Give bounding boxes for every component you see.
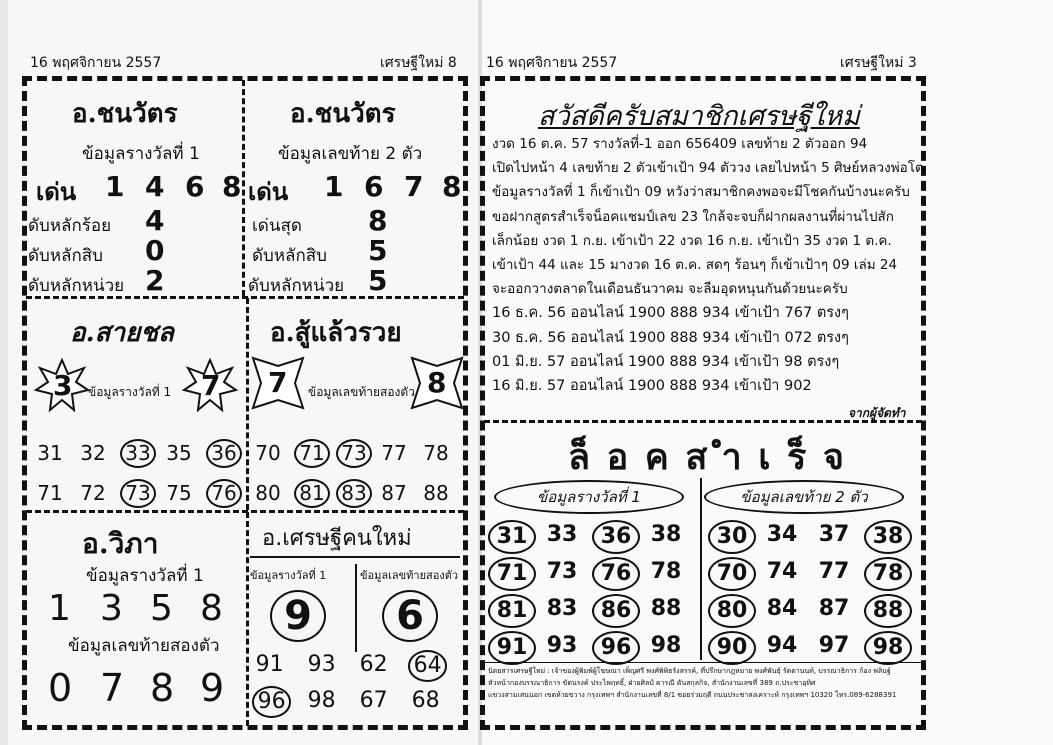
number-cell: 81 <box>294 479 330 508</box>
box6-big2: 6 <box>382 590 438 642</box>
box5-number: 8 <box>200 588 223 629</box>
box2-row-value: 5 <box>368 234 388 267</box>
lock-number: 31 <box>488 520 536 554</box>
number-cell: 64 <box>408 650 447 682</box>
box2-play-num: 1 <box>324 170 344 203</box>
box4-star-left-value: 7 <box>268 366 288 399</box>
box6-col2-label: ข้อมูลเลขท้ายสองตัว <box>360 569 459 582</box>
box1-play-num: 1 <box>105 170 125 203</box>
box2-row-label: ดับหลักหน่วย <box>248 276 345 296</box>
box6-big1: 9 <box>270 590 326 642</box>
lock-number: 38 <box>650 522 682 547</box>
lock-number: 37 <box>818 522 850 547</box>
lock-number: 86 <box>592 594 640 628</box>
number-cell: 36 <box>206 439 242 468</box>
box2-row-label: เด่นสุด <box>252 216 302 236</box>
paragraph-line: 01 มิ.ย. 57 ออนไลน์ 1900 888 934 เข้าเป้า 98 ตรงๆ <box>492 353 840 370</box>
lock-number: 78 <box>650 559 682 584</box>
lock-number: 78 <box>864 557 912 591</box>
box6-col1-label: ข้อมูลรางวัลที่ 1 <box>250 569 327 582</box>
box1-title: อ.ชนวัตร <box>72 99 178 129</box>
box1-play-num: 4 <box>145 170 165 203</box>
box2-row-value: 5 <box>368 264 388 297</box>
box2-play-num: 6 <box>364 170 384 203</box>
footer-line: หัวหน้ากองบรรณาธิการ ขัตนรงค์ ประไพฤทธิ์, ฝ่ายศิลป์ ดารณี ตันสกุลกิจ, สำนักงานเลขที่ 389 ถ.ประชาอุทิศ <box>488 679 816 687</box>
number-cell: 73 <box>336 439 372 468</box>
number-cell: 68 <box>411 688 440 713</box>
lock-number: 77 <box>818 559 850 584</box>
lock-left-label: ข้อมูลรางวัลที่ 1 <box>494 480 684 514</box>
number-cell: 96 <box>252 686 291 718</box>
box5-number: 7 <box>100 666 125 710</box>
box2-play-num: 8 <box>442 170 462 203</box>
paragraph-line: เปิดไปหน้า 4 เลขท้าย 2 ตัวเข้าเป้า 94 ตัววง เลยไปหน้า 5 ศิษย์หลวงพ่อโต <box>492 160 924 177</box>
box5-title: อ.วิภา <box>82 527 159 560</box>
box5-number: 3 <box>100 588 123 629</box>
paragraph-line: 16 ธ.ค. 56 ออนไลน์ 1900 888 934 เข้าเป้า 767 ตรงๆ <box>492 305 849 322</box>
paragraph-line: งวด 16 ต.ค. 57 รางวัลที่-1 ออก 656409 เลขท้าย 2 ตัวออก 94 <box>492 136 868 152</box>
signoff: จากผู้จัดทำ <box>848 406 906 420</box>
lock-number: 33 <box>546 522 578 547</box>
footer-rule <box>484 662 922 663</box>
box1-row-value: 0 <box>145 234 165 267</box>
box3-star-right-value: 7 <box>201 369 221 402</box>
paragraph-line: จะออกวางตลาดในเดือนธันวาคม จะลืมอุดหนุนกันด้วยนะครับ <box>492 281 848 298</box>
left-divider-bot <box>246 512 249 726</box>
number-cell: 78 <box>423 441 449 465</box>
lock-number: 71 <box>488 557 536 591</box>
footer-line: แขวงสามเสนนอก เขตห้วยขวาง กรุงเทพฯ สำนักงานเลขที่ 8/1 ซอยร่วมฤดี ถนนประชาสงเคราะห์ กรุงเทพฯ 10320 โทร.089-6288391 <box>488 691 897 699</box>
right-divider-h <box>484 420 922 423</box>
number-cell: 87 <box>381 481 407 505</box>
left-divider-mid <box>246 298 249 510</box>
box1-row-label: ดับหลักสิบ <box>28 246 103 266</box>
number-cell: 71 <box>37 481 63 505</box>
lock-number: 97 <box>818 633 850 658</box>
lock-right-label: ข้อมูลเลขท้าย 2 ตัว <box>704 480 904 514</box>
box5-subtitle1: ข้อมูลรางวัลที่ 1 <box>86 566 204 586</box>
box3-note: ข้อมูลรางวัลที่ 1 <box>88 385 172 399</box>
box2-row-label: ดับหลักสิบ <box>252 246 327 266</box>
lock-number: 34 <box>766 522 798 547</box>
box2-title: อ.ชนวัตร <box>290 99 396 129</box>
lock-number: 98 <box>650 633 682 658</box>
paragraph-line: เล็กน้อย งวด 1 ก.ย. เข้าเป้า 22 งวด 16 ก.ย. เข้าเป้า 35 งวด 1 ต.ค. <box>492 232 892 249</box>
box5-number: 8 <box>150 666 175 710</box>
box5-number: 0 <box>48 666 73 710</box>
number-cell: 67 <box>359 688 388 713</box>
box1-row-label: ดับหลักร้อย <box>28 216 112 236</box>
lock-number: 88 <box>650 596 682 621</box>
lock-number: 93 <box>546 633 578 658</box>
box2-play-num: 7 <box>404 170 424 203</box>
lock-number: 74 <box>766 559 798 584</box>
lock-number: 81 <box>488 594 536 628</box>
box1-play-label: เด่น <box>36 178 77 206</box>
number-cell: 77 <box>381 441 407 465</box>
lock-number: 94 <box>766 633 798 658</box>
lock-number: 90 <box>708 631 756 665</box>
box3-title: อ.สายชล <box>70 318 174 348</box>
number-cell: 75 <box>166 481 192 505</box>
lock-number: 30 <box>708 520 756 554</box>
lock-number: 38 <box>864 520 912 554</box>
paragraph-line: เข้าเป้า 44 และ 15 มางวด 16 ต.ค. สดๆ ร้อนๆ ก็เข้าเป้าๆ 09 เล่ม 24 <box>492 257 898 274</box>
left-header-date: 16 พฤศจิกายน 2557 <box>30 55 162 71</box>
box1-row-value: 4 <box>145 204 165 237</box>
right-header-date: 16 พฤศจิกายน 2557 <box>486 55 618 71</box>
box5-number: 9 <box>200 666 225 710</box>
right-page <box>478 0 1053 745</box>
number-cell: 62 <box>359 652 388 677</box>
box2-play-label: เด่น <box>248 178 289 206</box>
box5-subtitle2: ข้อมูลเลขท้ายสองตัว <box>68 636 220 656</box>
greeting: สวัสดีครับสมาชิกเศรษฐีใหม่ <box>538 101 860 132</box>
paragraph-line: ขอฝากสูตรสำเร็จน็อคแชมป์เลข 23 ใกล้จะจบก็ฝากผลงานที่ผ่านไปสัก <box>492 208 894 225</box>
number-cell: 31 <box>37 441 63 465</box>
number-cell: 91 <box>255 652 284 677</box>
lock-number: 88 <box>864 594 912 628</box>
intro-paragraph <box>492 132 924 398</box>
box1-subtitle: ข้อมูลรางวัลที่ 1 <box>82 144 200 164</box>
box1-play-num: 6 <box>185 170 205 203</box>
paragraph-line: 16 มิ.ย. 57 ออนไลน์ 1900 888 934 เข้าเป้า 902 <box>492 378 812 395</box>
number-cell: 80 <box>255 481 281 505</box>
lock-number: 73 <box>546 559 578 584</box>
paragraph-line: ข้อมูลรางวัลที่ 1 ก็เข้าเป้า 09 หวังว่าสมาชิกคงพอจะมีโชคกันบ้างนะครับ <box>492 184 910 201</box>
left-header-title: เศรษฐีใหม่ 8 <box>380 55 457 71</box>
box4-title: อ.สู้แล้วรวย <box>270 318 402 348</box>
lock-number: 36 <box>592 520 640 554</box>
number-cell: 33 <box>120 439 156 468</box>
left-divider-top <box>242 80 245 296</box>
lock-number: 84 <box>766 596 798 621</box>
lock-number: 96 <box>592 631 640 665</box>
number-cell: 98 <box>307 688 336 713</box>
lock-col-divider <box>700 478 702 660</box>
lock-number: 70 <box>708 557 756 591</box>
box2-subtitle: ข้อมูลเลขท้าย 2 ตัว <box>278 144 423 164</box>
box2-row-value: 8 <box>368 204 388 237</box>
number-cell: 73 <box>120 479 156 508</box>
number-cell: 35 <box>166 441 192 465</box>
lock-number: 98 <box>864 631 912 665</box>
number-cell: 88 <box>423 481 449 505</box>
number-cell: 71 <box>294 439 330 468</box>
number-cell: 76 <box>206 479 242 508</box>
box6-col-divider <box>355 564 357 652</box>
box6-title: อ.เศรษฐีคนใหม่ <box>262 526 412 551</box>
right-header-title: เศรษฐีใหม่ 3 <box>840 55 917 71</box>
number-cell: 93 <box>307 652 336 677</box>
box5-number: 1 <box>48 588 71 629</box>
number-cell: 32 <box>80 441 106 465</box>
footer-line: นิตยสารเศรษฐีใหม่ : เจ้าของผู้พิมพ์ผู้โฆษณา เพ็ญศรี พงศ์พิพิธรังสรรค์, ที่ปรึกษากฎหมาย พงศ์พันธุ์ รัตตานนท์, บรรณาธิการ ก้อง พลินฐ์ <box>488 667 891 675</box>
lock-number: 80 <box>708 594 756 628</box>
number-cell: 83 <box>336 479 372 508</box>
lock-number: 91 <box>488 631 536 665</box>
box1-row-value: 2 <box>145 264 165 297</box>
lock-number: 83 <box>546 596 578 621</box>
box1-play-num: 8 <box>222 170 242 203</box>
left-page <box>0 0 478 745</box>
left-divider-h2 <box>26 510 464 513</box>
box6-title-underline <box>250 556 460 558</box>
box4-note: ข้อมูลเลขท้ายสองตัว <box>308 385 415 399</box>
lock-number: 76 <box>592 557 640 591</box>
paragraph-line: 30 ธ.ค. 56 ออนไลน์ 1900 888 934 เข้าเป้า 072 ตรงๆ <box>492 329 849 346</box>
box3-star-left-value: 3 <box>53 369 73 402</box>
number-cell: 70 <box>255 441 281 465</box>
page-binding-mark <box>0 0 8 745</box>
lock-title: ล็ อ ค ส ำ เ ร็ จ <box>568 437 847 478</box>
box5-number: 5 <box>150 588 173 629</box>
number-cell: 72 <box>80 481 106 505</box>
lock-number: 87 <box>818 596 850 621</box>
box4-star-right-value: 8 <box>427 366 447 399</box>
box1-row-label: ดับหลักหน่วย <box>28 276 125 296</box>
